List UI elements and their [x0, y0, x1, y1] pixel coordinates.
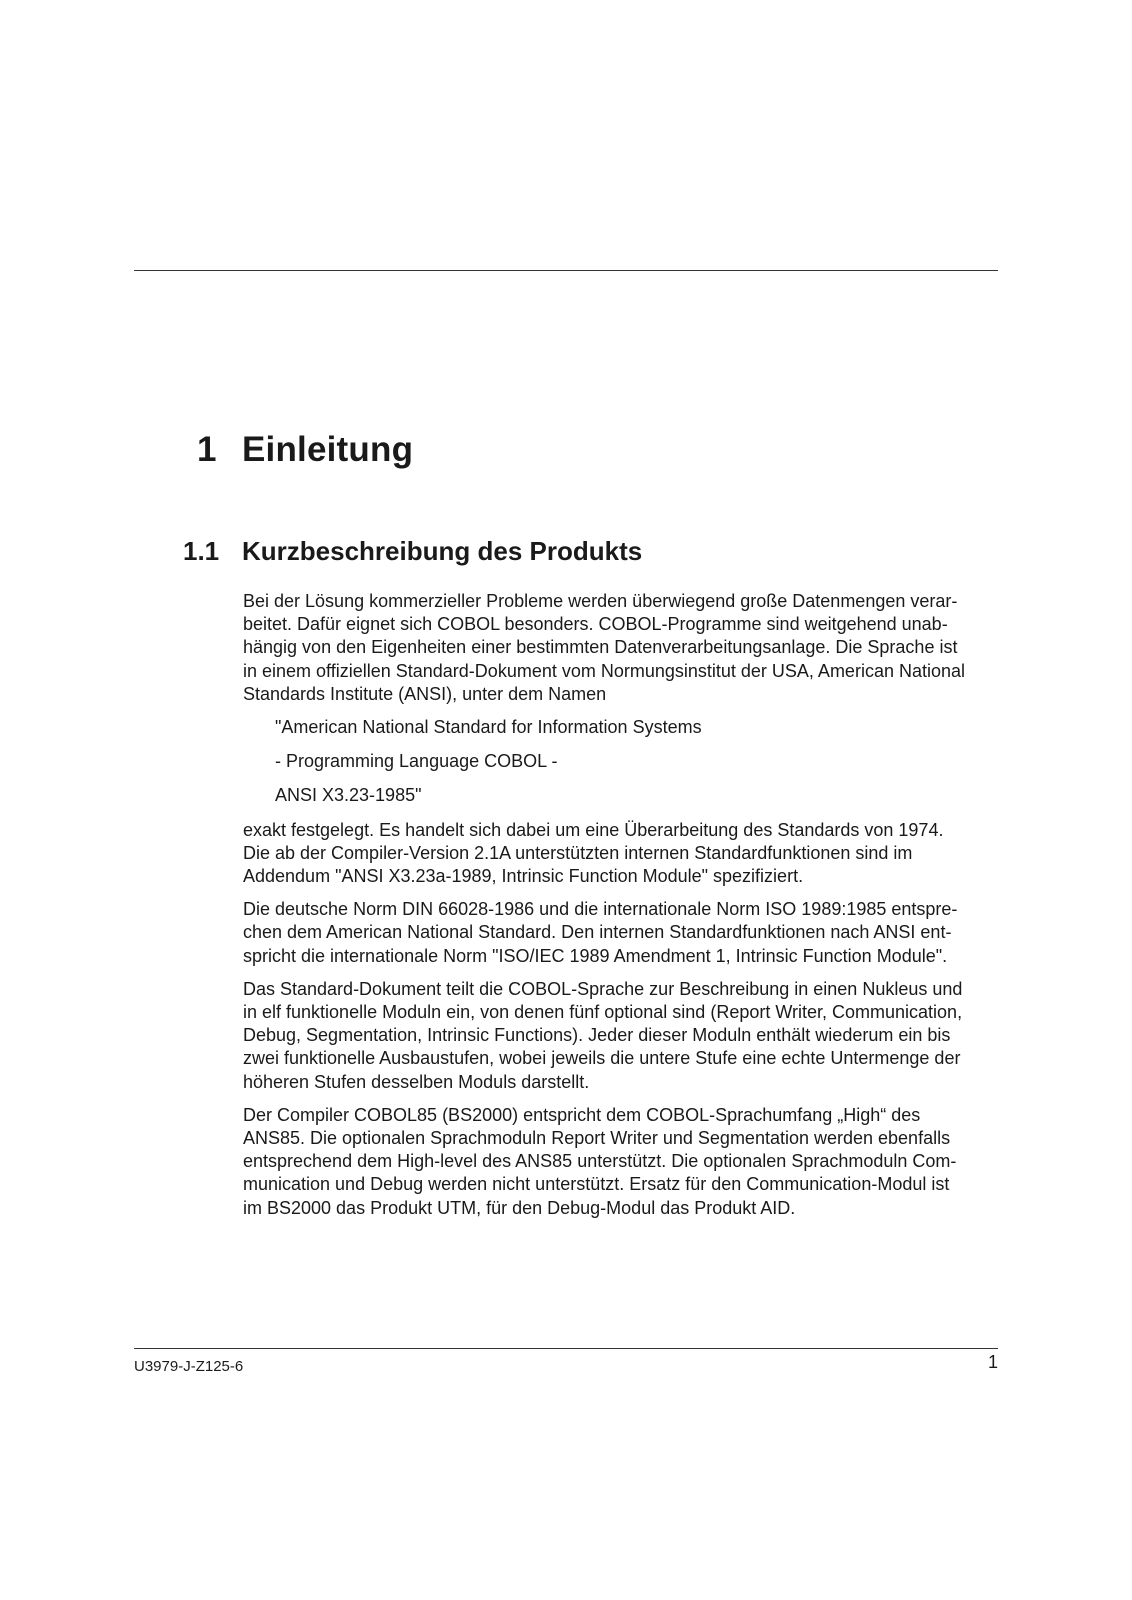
- footer-rule: [134, 1348, 998, 1349]
- page-number: 1: [987, 1352, 998, 1372]
- document-code: U3979-J-Z125-6: [134, 1358, 244, 1375]
- paragraph-intro: Bei der Lösung kommerzieller Probleme werden überwiegend große Datenmengen verar- beitet. Dafür eignet sich COBOL besonders. COBOL-Programme sind weitgehend unab- hängig von den Eigenheiten einer bestimmten Datenverarbeitungsanlage. Die Sprache ist in einem offiziellen Standard-Dokument vom Normungsinstitut der USA, American National Standards Institute (ANSI), unter dem Namen: [243, 591, 966, 704]
- section-heading: [183, 536, 642, 567]
- paragraph-modules: Das Standard-Dokument teilt die COBOL-Sprache zur Beschreibung in einen Nukleus und in elf funktionelle Moduln ein, von denen fünf optional sind (Report Writer, Communication, Debug, Segmentation, Intrinsic Functions). Jeder dieser Moduln enthält wiederum ein bis zwei funktionelle Ausbaustufen, wobei jeweils die untere Stufe eine echte Untermenge der höheren Stufen desselben Moduls darstellt.: [243, 978, 963, 1092]
- chapter-heading: [197, 430, 413, 470]
- paragraph-compiler: Der Compiler COBOL85 (BS2000) entspricht dem COBOL-Sprachumfang „High“ des ANS85. Die optionalen Sprachmoduln Report Writer und Segmentation werden ebenfalls entsprechend dem High-level des ANS85 unterstützt. Die optionalen Sprachmoduln Com- munication und Debug werden nicht unterstützt. Ersatz für den Communication-Modul ist im BS2000 das Produkt UTM, für den Debug-Modul das Produkt AID.: [243, 1104, 957, 1218]
- chapter-number: 1: [197, 430, 217, 469]
- section-number: 1.1: [183, 536, 220, 566]
- header-rule: [134, 270, 998, 271]
- paragraph-standard-revision: exakt festgelegt. Es handelt sich dabei um eine Überarbeitung des Standards von 1974. Die ab der Compiler-Version 2.1A unterstützten internen Standardfunktionen sind im Addendum "ANSI X3.23a-1989, Intrinsic Function Module" spezifiziert.: [243, 819, 944, 887]
- chapter-title: Einleitung: [242, 430, 414, 469]
- standard-name-line-3: ANSI X3.23-1985": [275, 785, 422, 806]
- paragraph-norms: Die deutsche Norm DIN 66028-1986 und die internationale Norm ISO 1989:1985 entspre- chen dem American National Standard. Den internen Standardfunktionen nach ANSI ent- spricht die internationale Norm "ISO/IEC 1989 Amendment 1, Intrinsic Function Module".: [243, 899, 958, 966]
- standard-name-line-1: "American National Standard for Information Systems: [275, 717, 702, 738]
- standard-name-line-2: - Programming Language COBOL -: [275, 751, 558, 772]
- section-title: Kurzbeschreibung des Produkts: [242, 536, 643, 566]
- body-text: [243, 590, 1003, 1230]
